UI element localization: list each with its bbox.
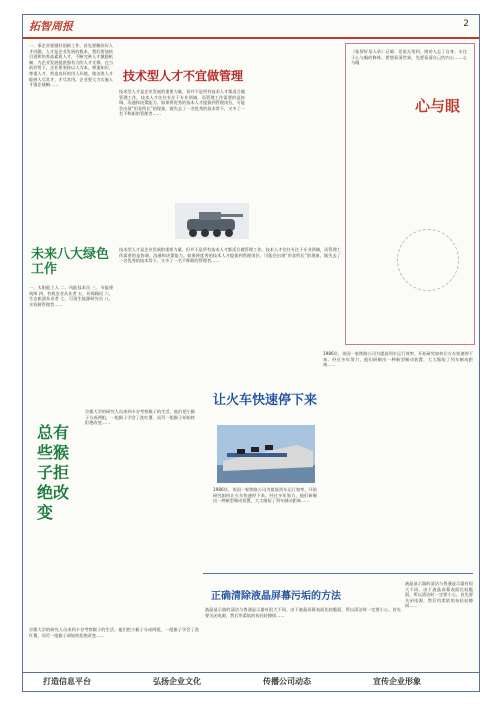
headline-lcd-cleaning: 正确清除液晶屏幕污垢的方法 (211, 591, 341, 602)
masthead (23, 15, 479, 39)
article-green-jobs-text: 一、太阳能工人 二、风能技术员 三、节能建筑师 四、有机农业从业者 五、环保顾问 六、生态旅游从业者 七、可再生能源研究员 八、水资源管理者…… (29, 285, 113, 307)
article-lcd-continuation: 液晶显示器的清洁与普通显示器有很大不同，由于液晶屏幕表面比较脆弱，所以清洁时一定要小心。首先要关闭电源，然后用柔软的布轻轻擦拭…… (405, 581, 473, 609)
divider-rule (203, 573, 473, 574)
headline-train: 让火车快速停下来 (213, 393, 318, 408)
decorative-illustration (397, 229, 459, 291)
tank-image (175, 203, 249, 239)
article-monkeys-continuation: 京都大学的研究人员来到卡谷考察猴子的生活。他们把小猴子分成两组，一组猴子学会了洗红薯，而另一组猴子却始终拒绝改变…… (29, 627, 199, 638)
headline-green-jobs: 未来八大绿色工作 (31, 247, 110, 277)
headline-tech-talent: 技术型人才不宜做管理 (123, 69, 244, 83)
footer-item-3: 传播公司动态 (263, 677, 311, 686)
newspaper-logo: 拓智周报 (29, 20, 73, 33)
footer-item-2: 弘扬企业文化 (153, 677, 201, 686)
footer-item-4: 宣传企业形象 (373, 677, 421, 686)
train-image (217, 425, 315, 483)
footer-item-1: 打造信息平台 (43, 677, 91, 686)
article-continuation-text: 技术型人才是企业发展的重要力量，但并不是所有技术人才都适合做管理工作。技术人才往往专注于专业领域，而管理工作需要的是协调、沟通和决策能力。如果将优秀的技术人才提拔到管理岗位，可能会出现“用非所长”的现象，既失去了一名优秀的技术骨干，又多了一名不称职的管理者…… (119, 247, 341, 264)
article-train-text: 1986年，英国一家铁路公司为提高列车运行效率，开始研究如何让火车快速停下来。经过多年努力，他们研制出一种新型制动装置，大大缩短了列车制动距离…… (213, 487, 317, 504)
train-icon (217, 425, 315, 483)
headline-monkeys: 总有些猴子拒绝改变 (37, 423, 70, 522)
article-intro-text: 一、事企业要做好创新工作，首先要解决好人才问题。人才是企业发展的根本，我们要加快引进和培养高素质人才，不断完善人才激励机制，为企业发展提供强有力的人才支撑。在当前形势下，企业要坚持以人为本，尊重知识、尊重人才，营造良好的用人环境，使各类人才能够人尽其才、才尽其用。企业要大力实施人才强企战略…… (29, 43, 113, 88)
article-tech-talent-text: 技术型人才是企业发展的重要力量，但并不是所有技术人才都适合做管理工作。技术人才往往专注于专业领域，而管理工作需要的是协调、沟通和决策能力。如果将优秀的技术人才提拔到管理岗位，可能会出现“用非所长”的现象，既失去了一名优秀的技术骨干，又多了一名不称职的管理者…… (119, 89, 245, 117)
footer-bar (23, 672, 479, 691)
newspaper-page (22, 14, 480, 692)
article-train-continuation: 1986年，英国一家铁路公司为提高列车运行效率，开始研究如何让火车快速停下来。经过多年努力，他们研制出一种新型制动装置，大大缩短了列车制动距离…… (323, 351, 473, 368)
page-number: 2 (463, 19, 469, 29)
sidebar-title: 心与眼 (415, 97, 461, 115)
article-monkeys-text: 京都大学的研究人员来到卡谷考察猴子的生活。他们把小猴子分成两组，一组猴子学会了洗红薯，而另一组猴子却始终拒绝改变…… (85, 409, 195, 426)
article-lcd-text: 液晶显示器的清洁与普通显示器有很大不同，由于液晶屏幕表面比较脆弱，所以清洁时一定要小心。首先要关闭电源，然后用柔软的布轻轻擦拭…… (205, 607, 401, 618)
sidebar-text: 《拓智好语人录》记载：话说无常到，则劝人忘了自身，专注于心与眼的修炼。要想看清世界，先要看清自己的内心……心与眼 (351, 49, 467, 66)
tank-icon (175, 203, 249, 239)
